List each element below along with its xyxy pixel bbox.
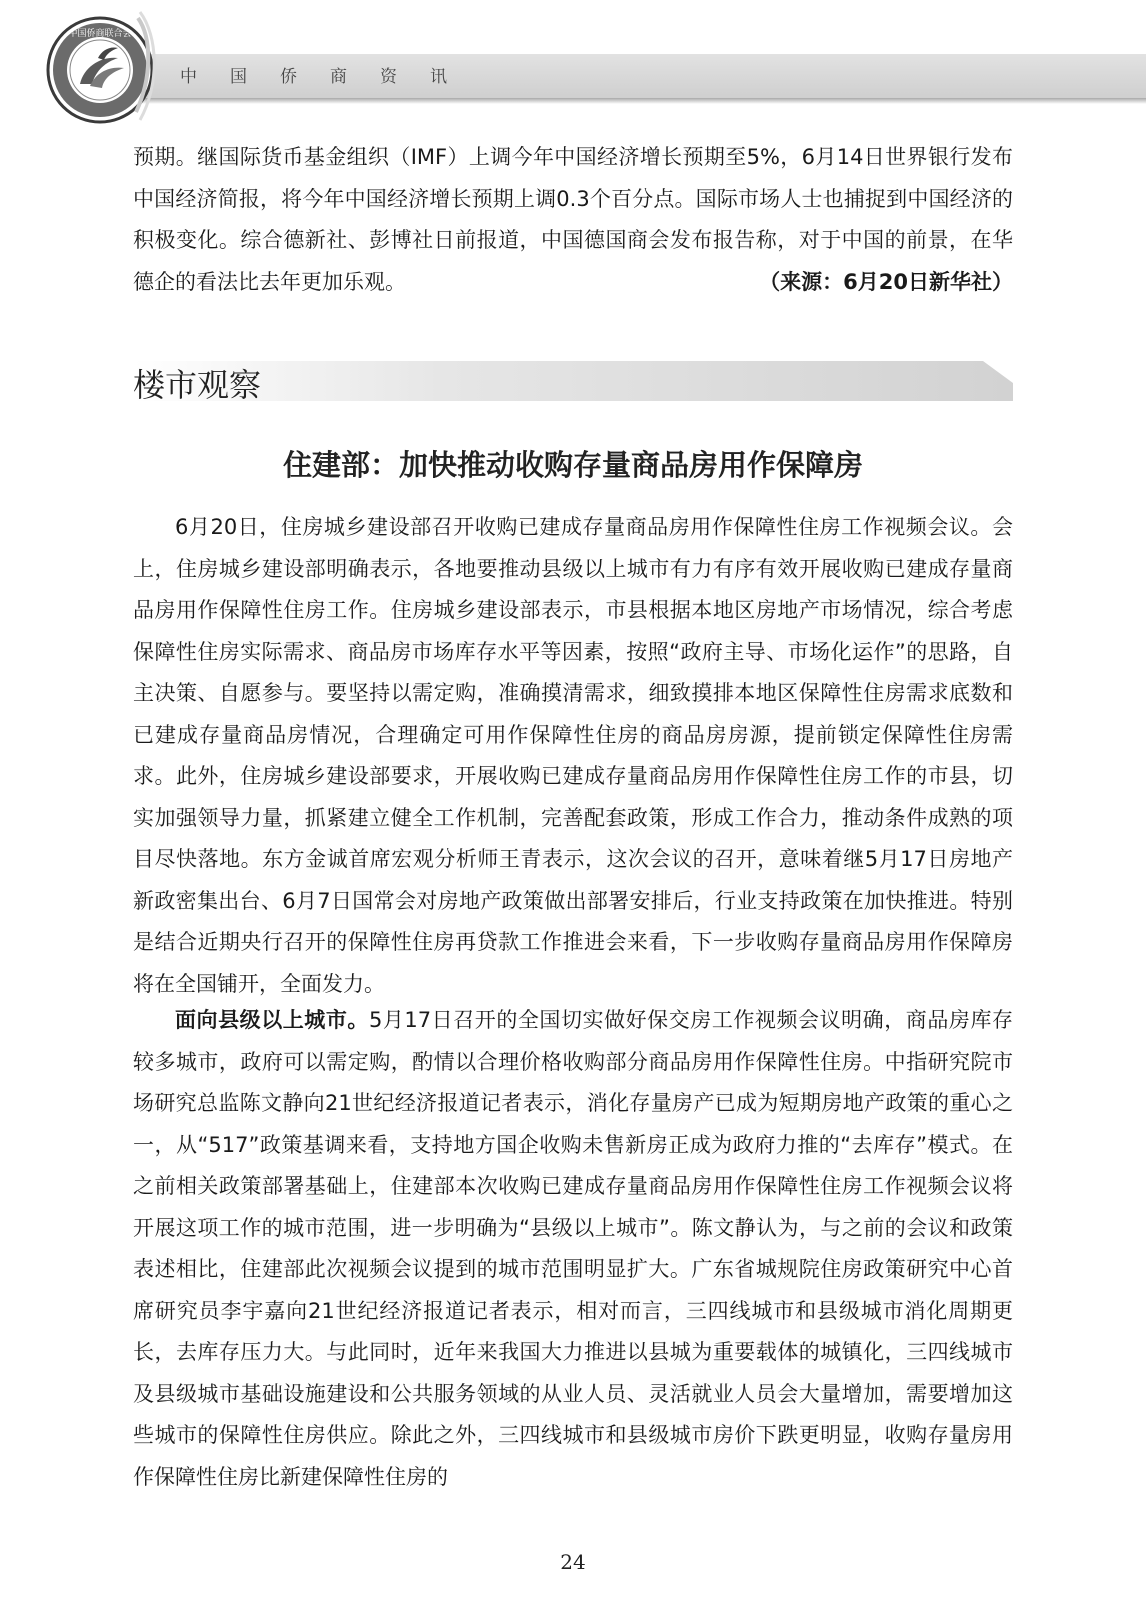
page-number: 24	[560, 1550, 586, 1574]
organization-logo	[40, 8, 160, 128]
header-band-shadow	[120, 98, 1146, 104]
logo-text: 中国侨商联合会	[68, 29, 132, 39]
article-title: 住建部：加快推动收购存量商品房用作保障房	[282, 448, 863, 482]
header-title: 中国侨商资讯	[180, 67, 480, 87]
intro-text: 预期。继国际货币基金组织（IMF）上调今年中国经济增长预期至5%，6月14日世界银行发布中国经济简报，将今年中国经济增长预期上调0.3个百分点。国际市场人士也捕捉到中国经济的积极变化。综合德新社、彭博社日前报道，中国德国商会发布报告称，对于中国的前景，在华德企的看法比去年更加乐观。	[133, 145, 1013, 294]
intro-source: （来源：6月20日新华社）	[759, 269, 1013, 294]
section-title: 楼市观察	[133, 366, 262, 404]
article-paragraph-1: 6月20日，住房城乡建设部召开收购已建成存量商品房用作保障性住房工作视频会议。会上，住房城乡建设部明确表示，各地要推动县级以上城市有力有序有效开展收购已建成存量商品房用作保障性住房工作。住房城乡建设部表示，市县根据本地区房地产市场情况，综合考虑保障性住房实际需求、商品房市场库存水平等因素，按照“政府主导、市场化运作”的思路，自主决策、自愿参与。要坚持以需定购，准确摸清需求，细致摸排本地区保障性住房需求底数和已建成存量商品房情况，合理确定可用作保障性住房的商品房房源，提前锁定保障性住房需求。此外，住房城乡建设部要求，开展收购已建成存量商品房用作保障性住房工作的市县，切实加强领导力量，抓紧建立健全工作机制，完善配套政策，形成工作合力，推动条件成熟的项目尽快落地。东方金诚首席宏观分析师王青表示，这次会议的召开，意味着继5月17日房地产新政密集出台、6月7日国常会对房地产政策做出部署安排后，行业支持政策在加快推进。特别是结合近期央行召开的保障性住房再贷款工作推进会来看，下一步收购存量商品房用作保障房将在全国铺开，全面发力。	[133, 515, 1013, 996]
intro-paragraph	[133, 137, 1013, 303]
article-paragraph-2	[133, 1000, 1013, 1498]
paragraph-body: 5月17日召开的全国切实做好保交房工作视频会议明确，商品房库存较多城市，政府可以需定购，酌情以合理价格收购部分商品房用作保障性住房。中指研究院市场研究总监陈文静向21世纪经济报道记者表示，消化存量房产已成为短期房地产政策的重心之一，从“517”政策基调来看，支持地方国企收购未售新房正成为政府力推的“去库存”模式。在之前相关政策部署基础上，住建部本次收购已建成存量商品房用作保障性住房工作视频会议将开展这项工作的城市范围，进一步明确为“县级以上城市”。陈文静认为，与之前的会议和政策表述相比，住建部此次视频会议提到的城市范围明显扩大。广东省城规院住房政策研究中心首席研究员李宇嘉向21世纪经济报道记者表示，相对而言，三四线城市和县级城市消化周期更长，去库存压力大。与此同时，近年来我国大力推进以县城为重要载体的城镇化，三四线城市及县级城市基础设施建设和公共服务领域的从业人员、灵活就业人员会大量增加，需要增加这些城市的保障性住房供应。除此之外，三四线城市和县级城市房价下跌更明显，收购存量房用作保障性住房比新建保障性住房的	[133, 1008, 1013, 1489]
section-bar	[133, 361, 1013, 401]
paragraph-lead: 面向县级以上城市。	[175, 1008, 369, 1032]
